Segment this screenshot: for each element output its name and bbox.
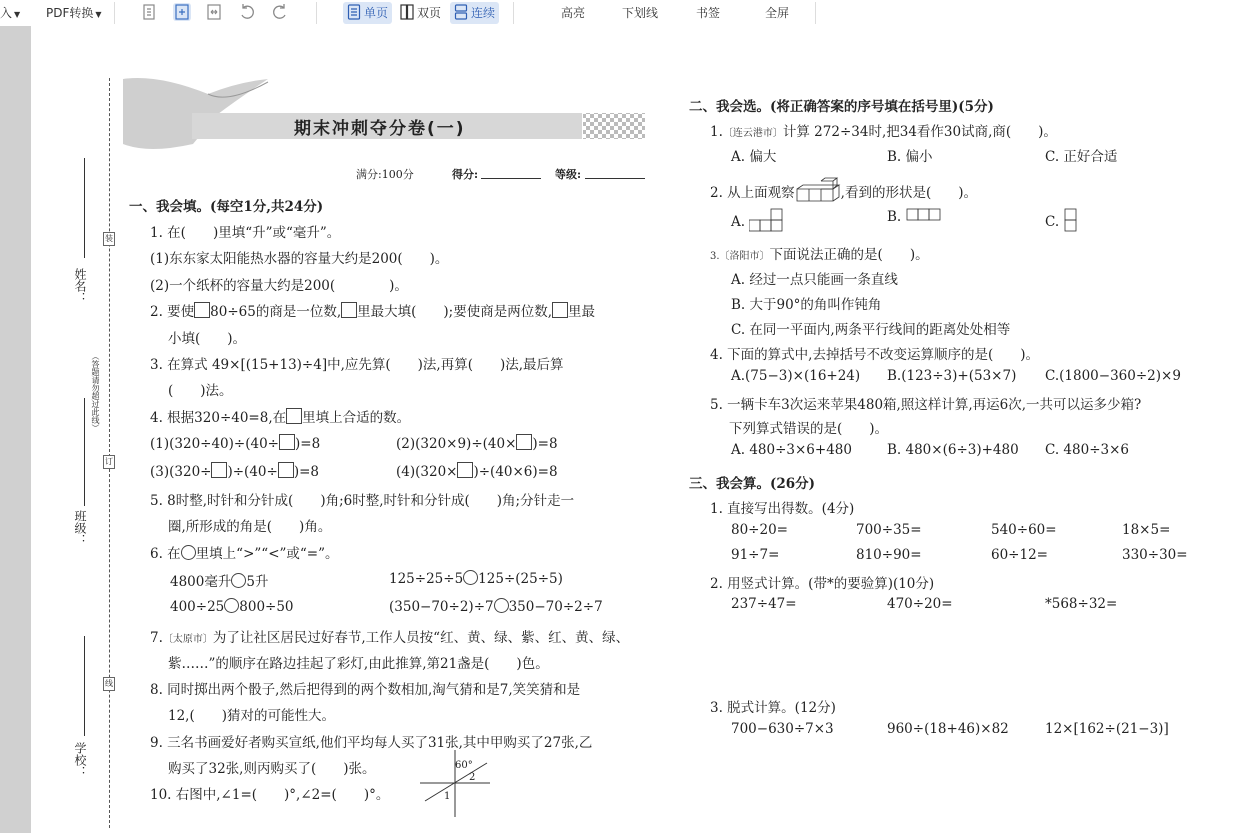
continuous-mode-button[interactable]: 连续 <box>450 2 499 24</box>
s3-vertical-item: 470÷20= <box>887 596 953 612</box>
answer-box <box>279 434 295 450</box>
answer-box <box>278 462 294 478</box>
s2-q1-option-b: B. 偏小 <box>887 149 933 165</box>
question-1b: (2)一个纸杯的容量大约是200( )。 <box>150 278 408 294</box>
answer-box <box>211 462 227 478</box>
cube-stack-figure <box>795 177 841 203</box>
fit-page-icon[interactable] <box>140 3 158 21</box>
compare-circle <box>463 570 478 585</box>
top-view-a-figure <box>749 208 789 234</box>
question-2-line-1: 2. 要使 80÷65的商是一位数, 里最大填( );要使商是两位数, 里最 <box>150 304 596 320</box>
toolbar-divider <box>815 2 816 24</box>
angle-1-label: 1 <box>444 791 451 802</box>
s3-stepwise-item: 960÷(18+46)×82 <box>887 721 1009 737</box>
answer-box <box>516 434 532 450</box>
fullscreen-button[interactable]: 全屏 <box>765 6 790 20</box>
question-4-3: (3)(320÷ )÷(40÷ )=8 <box>150 464 319 480</box>
s3-vertical-item: *568÷32= <box>1045 596 1118 612</box>
class-line <box>84 398 85 506</box>
seal-dashed-line <box>109 78 110 828</box>
s3-stepwise-item: 12×[162÷(21−3)] <box>1045 721 1169 737</box>
s3-item: 91÷7= <box>731 547 780 563</box>
s3-item: 700÷35= <box>856 522 922 538</box>
left-gutter <box>0 26 31 833</box>
answer-box <box>194 302 210 318</box>
margin-note-1: （答题请勿超过此线） <box>91 352 100 432</box>
single-page-mode-button[interactable]: 单页 <box>343 2 392 24</box>
rotate-right-icon[interactable] <box>271 3 289 21</box>
compare-circle <box>231 573 246 588</box>
grade-blank <box>585 178 645 179</box>
s2-question-2: 2. 从上面观察 ,看到的形状是( )。 <box>710 177 977 203</box>
compare-circle <box>494 598 509 613</box>
angle-figure <box>415 745 495 820</box>
s2-question-5-line-1: 5. 一辆卡车3次运来苹果480箱,照这样计算,再运6次,一共可以运多少箱? <box>710 397 1142 413</box>
double-page-icon <box>400 4 414 20</box>
s2-q2-option-c: C. <box>1045 208 1079 234</box>
question-4: 4. 根据320÷40=8,在 里填上合适的数。 <box>150 410 411 426</box>
question-7-line-2: 紫……”的顺序在路边挂起了彩灯,由此推算,第21盏是( )色。 <box>168 656 549 672</box>
question-6-2: 125÷25÷5 125÷(25÷5) <box>389 571 563 587</box>
question-10: 10. 右图中,∠1=( )°,∠2=( )°。 <box>150 787 390 803</box>
pdf-convert-menu[interactable]: PDF转换 ▼ <box>46 6 102 20</box>
question-5-line-1: 5. 8时整,时针和分针成( )角;6时整,时针和分针成( )角;分针走一 <box>150 493 575 509</box>
s3-vertical-item: 237÷47= <box>731 596 797 612</box>
actual-size-icon[interactable] <box>205 3 223 21</box>
name-line <box>84 158 85 258</box>
s2-q2-option-a: A. <box>731 208 789 234</box>
s2-q1-option-c: C. 正好合适 <box>1045 149 1118 165</box>
s2-q3-option-a: A. 经过一点只能画一条直线 <box>731 272 898 288</box>
section-2-heading: 二、我会选。(将正确答案的序号填在括号里)(5分) <box>689 99 994 115</box>
answer-box <box>457 462 473 478</box>
s2-q4-option-a: A.(75−3)×(16+24) <box>731 368 861 384</box>
score-label: 得分: <box>452 168 479 181</box>
s3-item: 540÷60= <box>991 522 1057 538</box>
s3-item: 18×5= <box>1122 522 1171 538</box>
question-3-line-2: ( )法。 <box>168 383 233 399</box>
score-blank <box>481 178 541 179</box>
s3-item: 80÷20= <box>731 522 788 538</box>
s3-item: 810÷90= <box>856 547 922 563</box>
seal-mark: 装 <box>103 232 115 246</box>
bookmark-button[interactable]: 书签 <box>696 6 721 20</box>
s3-stepwise-item: 700−630÷7×3 <box>731 721 834 737</box>
class-label: 班级： <box>73 510 87 546</box>
s2-question-3: 3.〔洛阳市〕下面说法正确的是( )。 <box>710 247 929 263</box>
s2-q5-option-b: B. 480×(6÷3)+480 <box>887 442 1019 458</box>
toolbar <box>0 0 1235 27</box>
compare-circle <box>224 598 239 613</box>
double-page-mode-button[interactable]: 双页 <box>396 2 445 24</box>
s2-question-4: 4. 下面的算式中,去掉括号不改变运算顺序的是( )。 <box>710 347 1039 363</box>
s2-q3-option-c: C. 在同一平面内,两条平行线间的距离处处相等 <box>731 322 1011 338</box>
single-page-icon <box>347 4 361 20</box>
full-score: 满分:100分 <box>356 168 414 181</box>
question-8-line-2: 12,( )猜对的可能性大。 <box>168 708 336 724</box>
answer-box <box>341 302 357 318</box>
question-4-1: (1)(320÷40)÷(40÷ )=8 <box>150 436 321 452</box>
question-5-line-2: 圈,所形成的角是( )角。 <box>168 519 332 535</box>
s2-q5-option-c: C. 480÷3×6 <box>1045 442 1129 458</box>
question-9-line-1: 9. 三名书画爱好者购买宣纸,他们平均每人买了31张,其中甲购买了27张,乙 <box>150 735 593 751</box>
s3-question-1: 1. 直接写出得数。(4分) <box>710 501 855 517</box>
s2-q4-option-b: B.(123÷3)+(53×7) <box>887 368 1017 384</box>
question-2-line-2: 小填( )。 <box>168 331 247 347</box>
fit-width-icon[interactable] <box>173 3 191 21</box>
s2-q2-option-b: B. <box>887 208 946 225</box>
s2-q5-option-a: A. 480÷3×6+480 <box>731 442 852 458</box>
s3-item: 330÷30= <box>1122 547 1188 563</box>
question-6-3: 400÷25 800÷50 <box>170 599 294 615</box>
toolbar-divider <box>316 2 317 24</box>
school-label: 学校： <box>73 742 87 778</box>
s2-q1-option-a: A. 偏大 <box>731 149 777 165</box>
question-6-4: (350−70÷2)÷7 350−70÷2÷7 <box>389 599 603 615</box>
angle-2-label: 2 <box>469 772 476 783</box>
question-1: 1. 在( )里填“升”或“毫升”。 <box>150 225 341 241</box>
question-4-4: (4)(320× )÷(40×6)=8 <box>396 464 558 480</box>
continuous-page-icon <box>454 4 468 20</box>
section-3-heading: 三、我会算。(26分) <box>689 476 816 492</box>
question-3-line-1: 3. 在算式 49×[(15+13)÷4]中,应先算( )法,再算( )法,最后算 <box>150 357 564 373</box>
name-label: 姓名： <box>73 268 87 304</box>
toolbar-divider <box>114 2 115 24</box>
toolbar-divider <box>513 2 514 24</box>
s2-question-1: 1.〔连云港市〕计算 272÷34时,把34看作30试商,商( )。 <box>710 124 1057 140</box>
answer-box <box>552 302 568 318</box>
answer-box <box>286 408 302 424</box>
question-8-line-1: 8. 同时掷出两个骰子,然后把得到的两个数相加,淘气猜和是7,笑笑猜和是 <box>150 682 581 698</box>
underline-button[interactable]: 下划线 <box>622 6 659 20</box>
question-4-2: (2)(320×9)÷(40× )=8 <box>396 436 558 452</box>
s3-question-3: 3. 脱式计算。(12分) <box>710 700 836 716</box>
question-6: 6. 在 里填上“>”“<”或“=”。 <box>150 546 339 562</box>
angle-60-label: 60° <box>455 760 473 771</box>
s3-question-2: 2. 用竖式计算。(带*的要验算)(10分) <box>710 576 935 592</box>
question-6-1: 4800毫升 5升 <box>170 574 269 590</box>
top-view-c-figure <box>1063 208 1079 234</box>
question-9-line-2: 购买了32张,则丙购买了( )张。 <box>168 761 376 777</box>
s2-question-5-line-2: 下列算式错误的是( )。 <box>729 421 889 437</box>
section-1-heading: 一、我会填。(每空1分,共24分) <box>129 199 324 215</box>
seal-mark: 订 <box>103 455 115 469</box>
exam-title: 期末冲刺夺分卷(一) <box>294 119 466 139</box>
s3-item: 60÷12= <box>991 547 1048 563</box>
top-view-b-figure <box>906 208 946 222</box>
highlight-button[interactable]: 高亮 <box>561 6 586 20</box>
school-line <box>84 636 85 736</box>
grade-label: 等级: <box>555 168 582 181</box>
s2-q3-option-b: B. 大于90°的角叫作钝角 <box>731 297 882 313</box>
compare-circle <box>181 545 196 560</box>
rotate-left-icon[interactable] <box>238 3 256 21</box>
seal-mark: 线 <box>103 677 115 691</box>
question-7-line-1: 7.〔太原市〕为了让社区居民过好春节,工作人员按“红、黄、绿、紫、红、黄、绿、 <box>150 630 630 646</box>
s2-q4-option-c: C.(1800−360÷2)×9 <box>1045 368 1181 384</box>
import-menu[interactable]: 入 ▼ <box>0 6 21 20</box>
question-1a: (1)东东家太阳能热水器的容量大约是200( )。 <box>150 251 449 267</box>
